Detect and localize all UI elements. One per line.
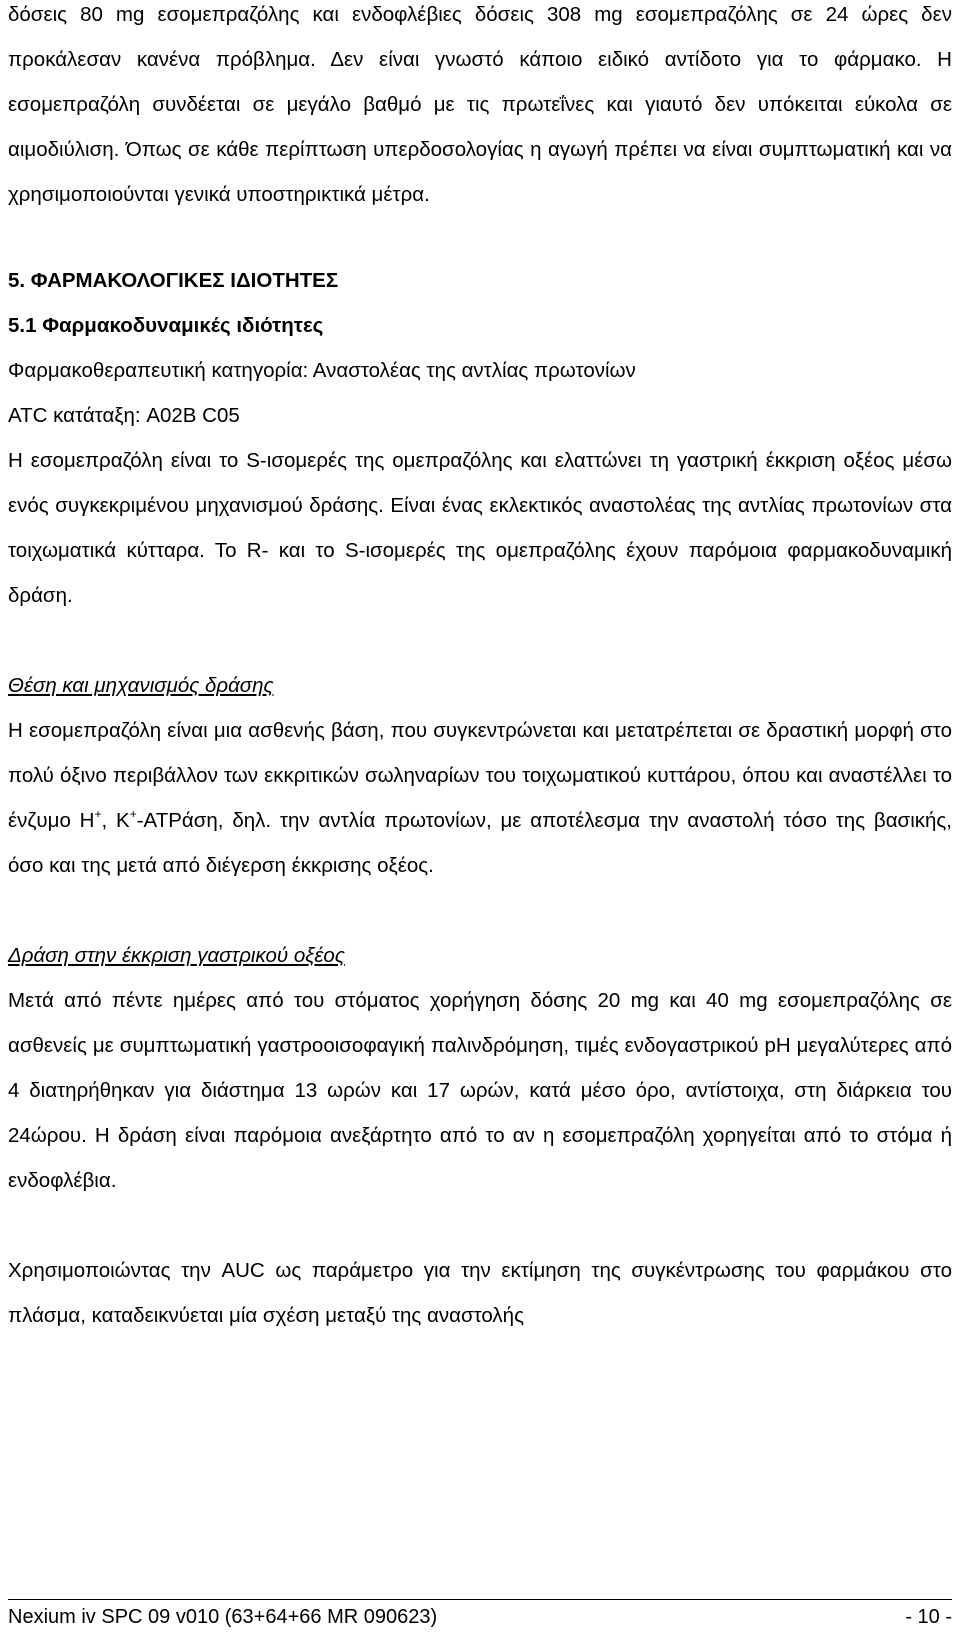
- mechanism-text-3: -ATPάση, δηλ. την αντλία πρωτονίων, με αποτέλεσμα την αναστολή τόσο της βασικής, όσο και της μετά από διέγερση έκκρισης οξέος.: [8, 809, 952, 877]
- intro-paragraph: Η εσομεπραζόλη είναι το S-ισομερές της ομεπραζόλης και ελαττώνει τη γαστρική έκκριση οξέος μέσω ενός συγκεκριμένου μηχανισμού δράσης. Είναι ένας εκλεκτικός αναστολέας της αντλίας πρωτονίων στα τοιχωματικά κύτταρα. Το R- και το S-ισομερές της ομεπραζόλης έχουν παρόμοια φαρμακοδυναμική δράση.: [8, 449, 952, 607]
- mechanism-text-1: Η εσομεπραζόλη είναι μια ασθενής βάση, που συγκεντρώνεται και μετατρέπεται σε δραστική μορφή στο πολύ όξινο περιβάλλον των εκκριτικών σωληναρίων του τοιχωματικού κυττάρου, όπου και αναστέλλει το ένζυμο H: [8, 719, 952, 832]
- section-heading: 5. ΦΑΡΜΑΚΟΛΟΓΙΚΕΣ ΙΔΙΟΤΗΤΕΣ: [8, 269, 339, 292]
- atc-code: ATC κατάταξη: A02B C05: [8, 404, 240, 427]
- pharmacotherapeutic-group: Φαρμακοθεραπευτική κατηγορία: Αναστολέας της αντλίας πρωτονίων: [8, 359, 636, 382]
- hydrogen-ion-superscript: +: [94, 807, 102, 821]
- acid-secretion-heading: Δράση στην έκκριση γαστρικού οξέος: [8, 944, 345, 967]
- acid-secretion-paragraph: Μετά από πέντε ημέρες από του στόματος χορήγηση δόσης 20 mg και 40 mg εσομεπραζόλης σε ασθενείς με συμπτωματική γαστροοισοφαγική παλινδρόμηση, τιμές ενδογαστρικού pH μεγαλύτερες από 4 διατηρήθηκαν για διάστημα 13 ωρών και 17 ωρών, κατά μέσο όρο, αντίστοιχα, στη διάρκεια του 24ώρου. Η δράση είναι παρόμοια ανεξάρτητο από το αν η εσομεπραζόλη χορηγείται από το στόμα ή ενδοφλέβια.: [8, 989, 952, 1192]
- footer-page-number: - 10 -: [905, 1606, 952, 1628]
- mechanism-heading: Θέση και μηχανισμός δράσης: [8, 674, 274, 697]
- mechanism-paragraph: [8, 708, 952, 888]
- footer-divider: [8, 1599, 952, 1600]
- page-footer: [8, 1604, 952, 1630]
- mechanism-text-2: , K: [101, 809, 130, 832]
- subsection-heading: 5.1 Φαρμακοδυναμικές ιδιότητες: [8, 314, 324, 337]
- footer-document-id: Nexium iv SPC 09 v010 (63+64+66 MR 090623): [8, 1606, 438, 1628]
- auc-paragraph: Χρησιμοποιώντας την AUC ως παράμετρο για την εκτίμηση της συγκέντρωσης του φαρμάκου στο πλάσμα, καταδεικνύεται μία σχέση μεταξύ της αναστολής: [8, 1259, 952, 1327]
- potassium-ion-superscript: +: [129, 807, 137, 821]
- page-content: [8, 0, 952, 1338]
- overdose-paragraph: δόσεις 80 mg εσομεπραζόλης και ενδοφλέβιες δόσεις 308 mg εσομεπραζόλης σε 24 ώρες δεν προκάλεσαν κανένα πρόβλημα. Δεν είναι γνωστό κάποιο ειδικό αντίδοτο για το φάρμακο. Η εσομεπραζόλη συνδέεται σε μεγάλο βαθμό με τις πρωτεΐνες και γιαυτό δεν υπόκειται εύκολα σε αιμοδιύλιση. Όπως σε κάθε περίπτωση υπερδοσολογίας η αγωγή πρέπει να είναι συμπτωματική και να χρησιμοποιούνται γενικά υποστηρικτικά μέτρα.: [8, 3, 952, 206]
